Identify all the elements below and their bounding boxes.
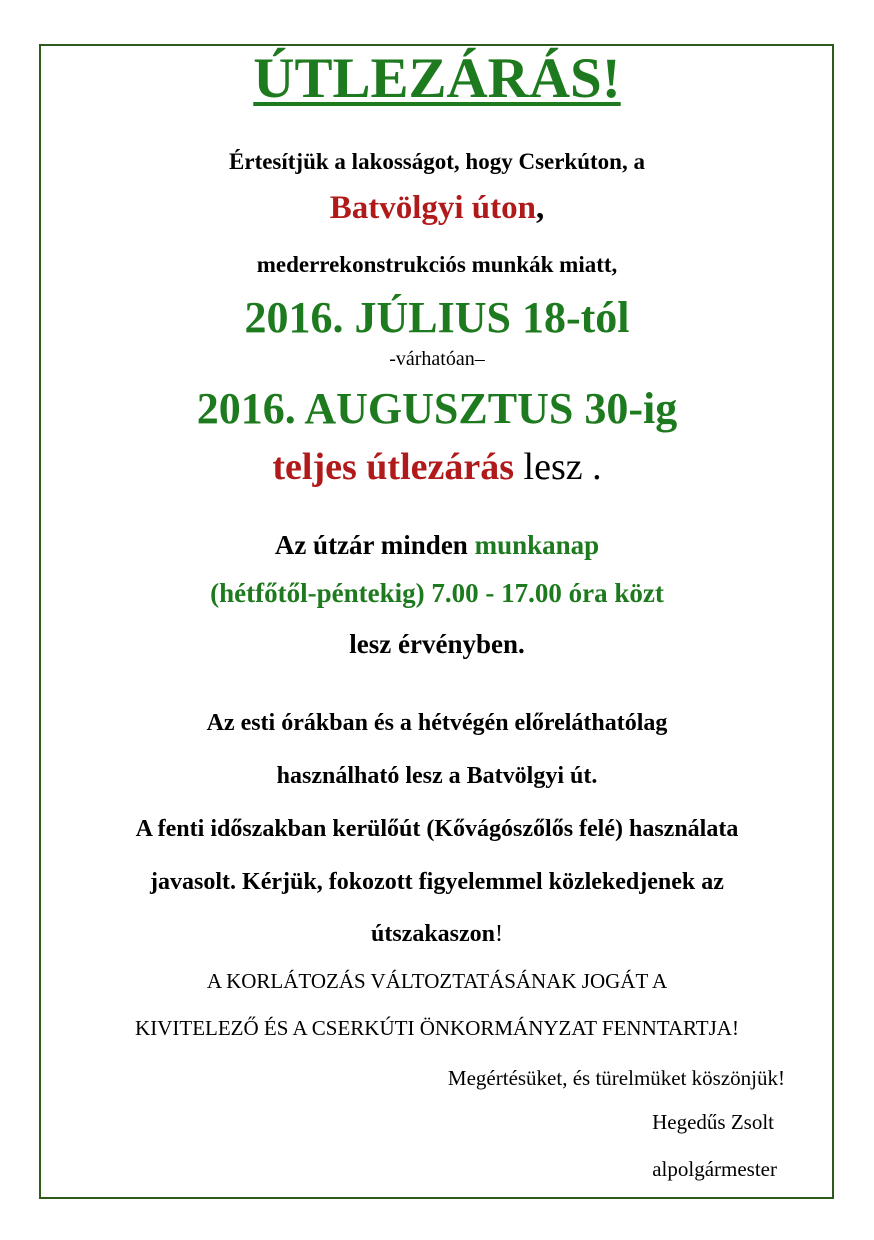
signer-role: alpolgármester <box>652 1157 777 1181</box>
road-line <box>0 192 874 225</box>
closure-tail: lesz . <box>514 446 602 488</box>
rights-line-2: KIVITELEZŐ ÉS A CSERKÚTI ÖNKORMÁNYZAT FENNTARTJA! <box>135 1016 739 1040</box>
notice-title: ÚTLEZÁRÁS! <box>253 47 621 110</box>
schedule-hours: (hétfőtől-péntekig) 7.00 - 17.00 óra közt <box>210 578 664 608</box>
detour-line-3-bold: útszakaszon <box>370 921 496 947</box>
evening-line-2: használható lesz a Batvölgyi út. <box>276 763 598 789</box>
detour-line-3-tail: ! <box>495 921 504 947</box>
expected-note: -várhatóan– <box>389 348 485 370</box>
closure-line <box>0 448 874 486</box>
start-date: 2016. JÚLIUS 18-tól <box>244 293 630 342</box>
rights-line-1: A KORLÁTOZÁS VÁLTOZTATÁSÁNAK JOGÁT A <box>206 969 668 993</box>
end-date: 2016. AUGUSZTUS 30-ig <box>196 384 678 433</box>
schedule-line <box>0 532 874 559</box>
intro-line: Értesítjük a lakosságot, hogy Cserkúton, a <box>229 149 645 174</box>
evening-line-1: Az esti órákban és a hétvégén előreláthatólag <box>206 710 668 736</box>
road-suffix: , <box>536 190 545 226</box>
detour-line-3 <box>0 922 874 946</box>
signer-name: Hegedűs Zsolt <box>652 1110 774 1134</box>
schedule-suffix: lesz érvényben. <box>349 629 525 659</box>
reason-line: mederrekonstrukciós munkák miatt, <box>256 252 618 277</box>
detour-line-1: A fenti időszakban kerülőút (Kővágószőlős felé) használata <box>135 816 739 842</box>
detour-line-2: javasolt. Kérjük, fokozott figyelemmel közlekedjenek az <box>150 869 724 895</box>
schedule-workday: munkanap <box>474 530 600 560</box>
thanks-line: Megértésüket, és türelmüket köszönjük! <box>447 1066 785 1090</box>
schedule-prefix: Az útzár minden <box>274 530 475 560</box>
road-name: Batvölgyi úton <box>329 190 537 226</box>
closure-bold: teljes útlezárás <box>272 446 515 488</box>
